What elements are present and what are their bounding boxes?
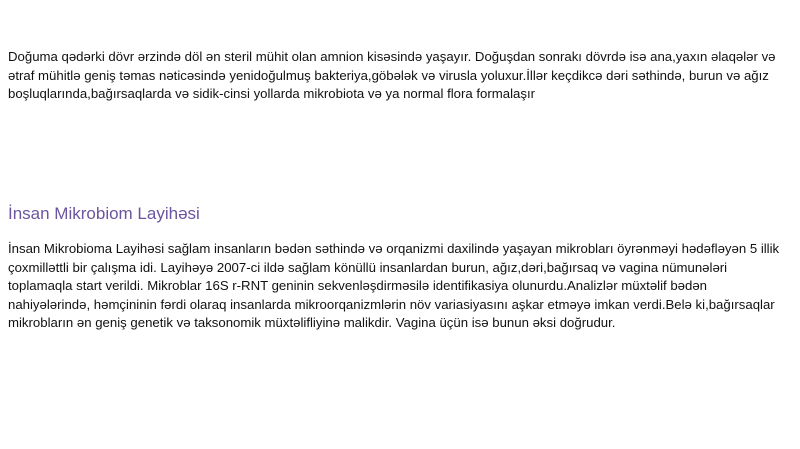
section-body-paragraph: İnsan Mikrobioma Layihəsi sağlam insanların bədən səthində və orqanizmi daxilində yaşayan mikrobları öyrənməyi hədəfləyən 5 illik çoxmilləttli bir çalışma idi. Layihəyə 2007-ci ildə sağlam könüllü insanlardan burun, ağız,dəri,bağırsaq və vagina nümunələri toplamaqla start verildi. Mikroblar 16S r-RNT geninin sekvenləşdirməsilə identifikasiya olunurdu.Analizlər müxtəlif bədən nahiyələrində, həmçininin fərdi olaraq insanlarda mikroorqanizmlərin növ variasiyasını aşkar etməyə imkan verdi.Belə ki,bağırsaqlar mikrobların ən geniş genetik və taksonomik müxtəlifliyinə malikdir. Vagina üçün isə bunun əksi doğrudur. — [8, 241, 780, 330]
section-title: İnsan Mikrobiom Layihəsi — [8, 204, 200, 223]
intro-paragraph: Doğuma qədərki dövr ərzində döl ən steril mühit olan amnion kisəsində yaşayır. Doğuşdan sonrakı dövrdə isə ana,yaxın əlaqələr və ətraf mühitlə geniş təmas nəticəsində yenidoğulmuş bakteriya,göbələk və virusla yoluxur.İllər keçdikcə dəri səthində, burun və ağız boşluqlarında,bağırsaqlarda və sidik-cinsi yollarda mikrobiota və ya normal flora formalaşır — [8, 49, 776, 101]
